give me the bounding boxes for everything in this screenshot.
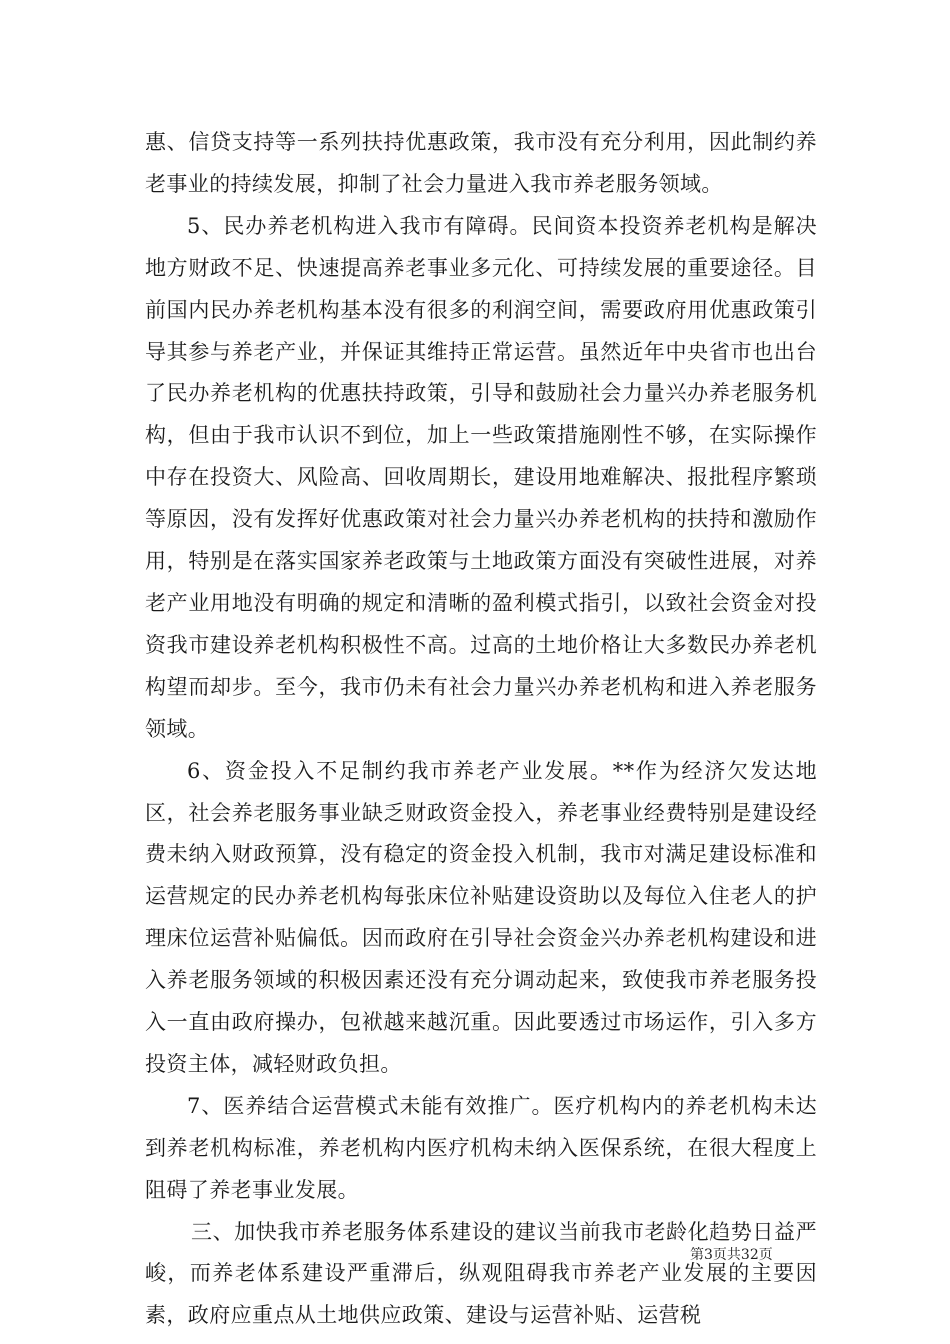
paragraph-item-5: 5、民办养老机构进入我市有障碍。民间资本投资养老机构是解决地方财政不足、快速提高养老事业多元化、可持续发展的重要途径。目前国内民办养老机构基本没有很多的利润空间，需要政府用优惠政策引导其参与养老产业，并保证其维持正常运营。虽然近年中央省市也出台了民办养老机构的优惠扶持政策，引导和鼓励社会力量兴办养老服务机构，但由于我市认识不到位，加上一些政策措施刚性不够，在实际操作中存在投资大、风险高、回收周期长，建设用地难解决、报批程序繁琐等原因，没有发挥好优惠政策对社会力量兴办养老机构的扶持和激励作用，特别是在落实国家养老政策与土地政策方面没有突破性进展，对养老产业用地没有明确的规定和清晰的盈利模式指引，以致社会资金对投资我市建设养老机构积极性不高。过高的土地价格让大多数民办养老机构望而却步。至今，我市仍未有社会力量兴办养老机构和进入养老服务领域。 <box>145 213 817 741</box>
paragraph-item-7: 7、医养结合运营模式未能有效推广。医疗机构内的养老机构未达到养老机构标准，养老机构内医疗机构未纳入医保系统，在很大程度上阻碍了养老事业发展。 <box>145 1093 817 1202</box>
paragraph-continuation: 惠、信贷支持等一系列扶持优惠政策，我市没有充分利用，因此制约养老事业的持续发展，抑制了社会力量进入我市养老服务领域。 <box>145 130 817 196</box>
paragraph-section-3: 三、加快我市养老服务体系建设的建议当前我市老龄化趋势日益严峻，而养老体系建设严重滞后，纵观阻碍我市养老产业发展的主要因素，政府应重点从土地供应政策、建设与运营补贴、运营税 <box>145 1219 817 1328</box>
document-body <box>145 122 817 1337</box>
paragraph-item-6: 6、资金投入不足制约我市养老产业发展。**作为经济欠发达地区，社会养老服务事业缺乏财政资金投入，养老事业经费特别是建设经费未纳入财政预算，没有稳定的资金投入机制，我市对满足建设标准和运营规定的民办养老机构每张床位补贴建设资助以及每位入住老人的护理床位运营补贴偏低。因而政府在引导社会资金兴办养老机构建设和进入养老服务领域的积极因素还没有充分调动起来，致使我市养老服务投入一直由政府操办，包袱越来越沉重。因此要透过市场运作，引入多方投资主体，减轻财政负担。 <box>145 758 817 1076</box>
page-number: 第3页共32页 <box>690 1247 773 1263</box>
